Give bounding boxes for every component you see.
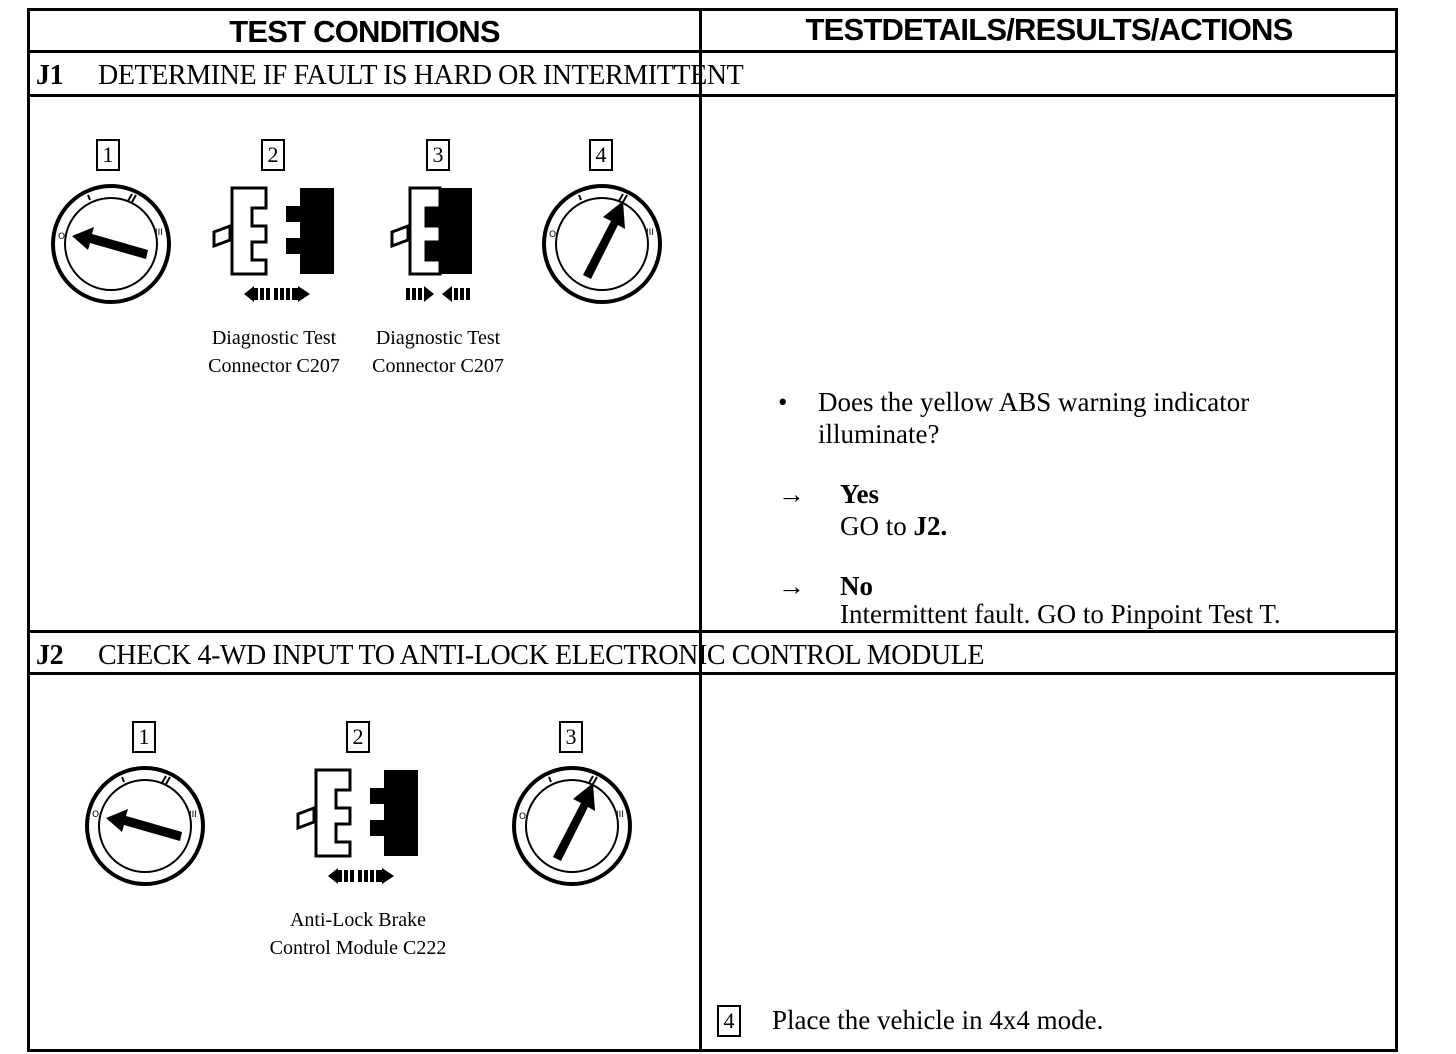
j1-yes-action xyxy=(840,510,947,542)
j2-step-4-text: Place the vehicle in 4x4 mode. xyxy=(772,1005,1104,1035)
question-line: Does the yellow ABS warning indicator xyxy=(818,387,1250,417)
j1-step-4-box: 4 xyxy=(589,139,613,171)
j1-yes-label: Yes xyxy=(840,479,879,509)
caption-line: Control Module C222 xyxy=(269,937,447,959)
j1-question xyxy=(818,386,1249,450)
caption-line: Anti-Lock Brake xyxy=(289,909,427,931)
j1-id: J1 xyxy=(36,60,64,91)
j1-no-arrow: → xyxy=(778,571,805,601)
j2-id: J2 xyxy=(36,640,64,671)
header-test-details: TESTDETAILS/RESULTS/ACTIONS xyxy=(805,12,1293,47)
j1-bullet: • xyxy=(778,387,788,417)
svg-text:III: III xyxy=(155,228,163,238)
ignition-switch-off-icon xyxy=(50,183,172,305)
j2-step-2-box: 2 xyxy=(346,721,370,753)
j1-title xyxy=(36,60,743,92)
svg-text:III: III xyxy=(646,228,654,238)
j1-title-divider xyxy=(27,94,1398,97)
j1-no-action: Intermittent fault. GO to Pinpoint Test T. xyxy=(840,599,1281,629)
j1-yes-arrow: → xyxy=(778,479,805,509)
ignition-switch-run-icon xyxy=(541,183,663,305)
yes-action-link[interactable]: J2. xyxy=(913,511,948,541)
j2-step-1-box: 1 xyxy=(132,721,156,753)
ignition-switch-off-icon xyxy=(84,765,206,887)
j2-title-text: CHECK 4-WD INPUT TO ANTI-LOCK ELECTRONIC CONTROL MODULE xyxy=(98,640,985,671)
svg-text:O: O xyxy=(92,810,100,820)
connector-disconnect-icon xyxy=(210,186,340,308)
j1-caption-step-3 xyxy=(360,324,516,380)
j2-caption-step-2 xyxy=(258,906,458,962)
caption-line: Connector C207 xyxy=(372,355,504,377)
svg-text:O: O xyxy=(549,230,557,240)
connector-disconnect-icon xyxy=(294,768,424,890)
j2-step-4-box: 4 xyxy=(717,1005,741,1037)
svg-text:III: III xyxy=(616,810,624,820)
header-divider xyxy=(27,50,1398,53)
ignition-switch-run-icon xyxy=(511,765,633,887)
j1-step-3-box: 3 xyxy=(426,139,450,171)
svg-text:O: O xyxy=(58,232,66,242)
j1-title-text: DETERMINE IF FAULT IS HARD OR INTERMITTENT xyxy=(98,60,744,91)
column-divider xyxy=(699,10,702,1050)
yes-action-prefix: GO to xyxy=(840,511,914,541)
j1-caption-step-2 xyxy=(196,324,352,380)
header-test-conditions: TEST CONDITIONS xyxy=(229,14,500,49)
caption-line: Diagnostic Test xyxy=(211,327,337,349)
table-frame xyxy=(27,8,1398,1052)
caption-line: Connector C207 xyxy=(208,355,340,377)
j1-step-1-box: 1 xyxy=(96,139,120,171)
caption-line: Diagnostic Test xyxy=(375,327,501,349)
j2-title-divider xyxy=(27,672,1398,675)
question-line: illuminate? xyxy=(818,419,940,449)
svg-text:III: III xyxy=(189,810,197,820)
j1-no-label: No xyxy=(840,571,873,601)
connector-connect-icon xyxy=(388,186,488,308)
j2-top-divider xyxy=(27,630,1398,633)
j2-title xyxy=(36,640,984,672)
j1-step-2-box: 2 xyxy=(261,139,285,171)
svg-text:O: O xyxy=(519,812,527,822)
j2-step-3-box: 3 xyxy=(559,721,583,753)
